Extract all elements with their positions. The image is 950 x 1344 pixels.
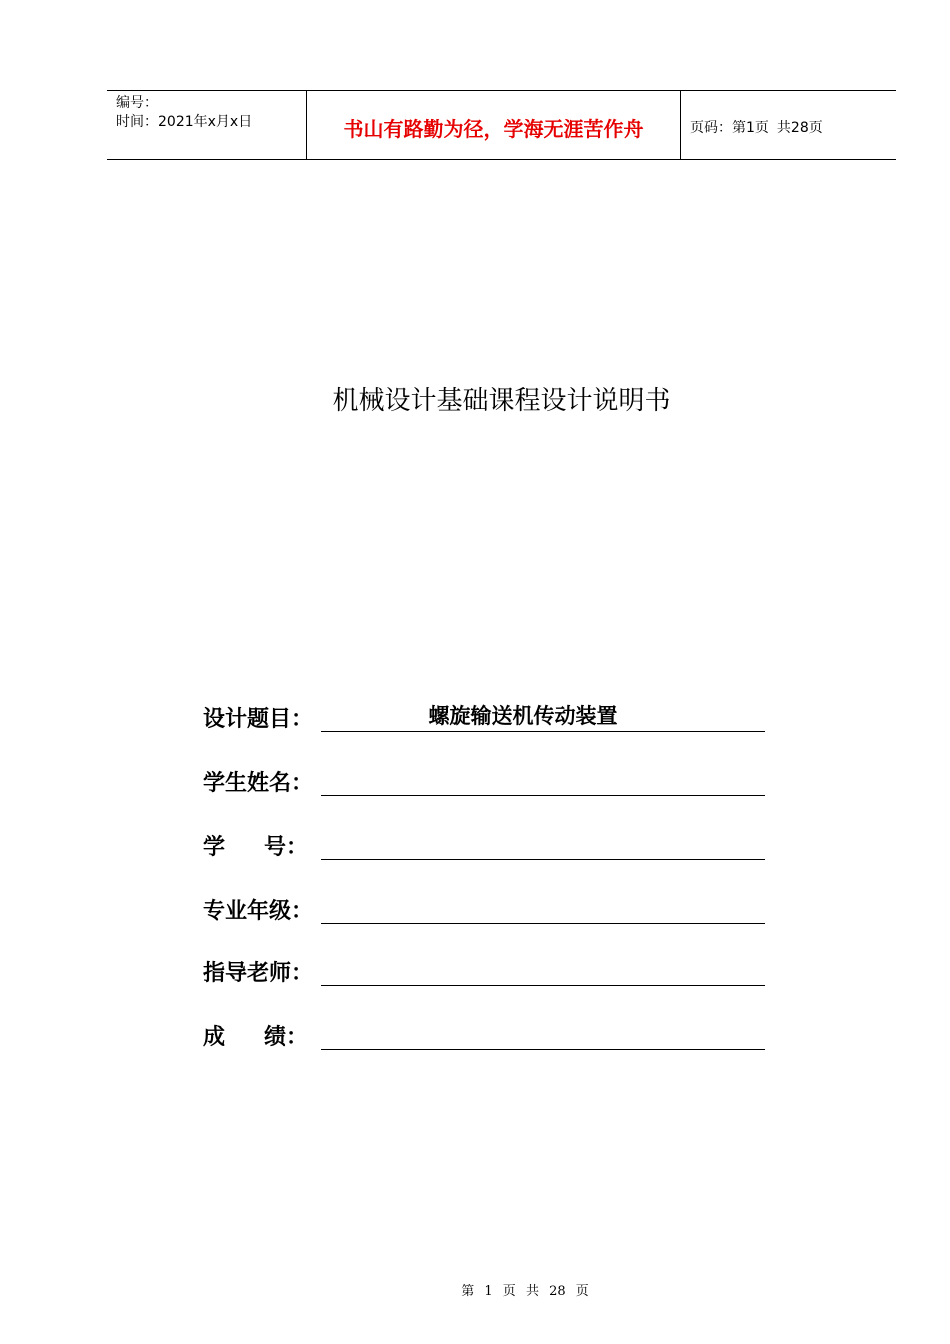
grade-label-a: 成 bbox=[203, 1024, 226, 1050]
document-header bbox=[107, 90, 896, 160]
student-id-label-a: 学 bbox=[203, 834, 226, 860]
student-name-underline bbox=[321, 795, 765, 796]
footer-total-pages: 28 bbox=[549, 1284, 566, 1299]
page-number-label: 页码：第1页 bbox=[690, 120, 769, 136]
major-label: 专业年级： bbox=[203, 898, 314, 924]
advisor-label: 指导老师： bbox=[203, 960, 314, 986]
header-page-cell bbox=[681, 91, 896, 159]
total-pages-label: 共28页 bbox=[776, 120, 823, 136]
grade-label-b: 绩： bbox=[263, 1024, 308, 1050]
footer-di: 第 bbox=[461, 1284, 475, 1299]
document-title: 机械设计基础课程设计说明书 bbox=[332, 386, 671, 416]
form-row-major bbox=[203, 892, 765, 926]
grade-underline bbox=[321, 1049, 765, 1050]
topic-label: 设计题目： bbox=[203, 706, 314, 732]
footer-gong: 共 bbox=[525, 1284, 539, 1299]
form-row-advisor bbox=[203, 954, 765, 988]
topic-underline bbox=[321, 731, 765, 732]
page-footer bbox=[0, 1280, 950, 1299]
footer-ye-2: 页 bbox=[575, 1284, 589, 1299]
date-label: 时间：2021年x月x日 bbox=[116, 114, 253, 130]
student-id-label-b: 号： bbox=[263, 834, 308, 860]
topic-value: 螺旋输送机传动装置 bbox=[428, 703, 618, 728]
form-row-student-id bbox=[203, 828, 765, 862]
advisor-underline bbox=[321, 985, 765, 986]
student-id-underline bbox=[321, 859, 765, 860]
form-row-grade bbox=[203, 1018, 765, 1052]
header-motto: 书山有路勤为径，学海无涯苦作舟 bbox=[307, 91, 681, 159]
header-meta-cell bbox=[107, 91, 307, 159]
grade-label bbox=[203, 1022, 321, 1052]
serial-number-label: 编号： bbox=[116, 95, 158, 111]
footer-ye: 页 bbox=[502, 1284, 516, 1299]
form-row-student-name bbox=[203, 764, 765, 798]
student-name-label: 学生姓名： bbox=[203, 770, 314, 796]
form-row-topic bbox=[203, 700, 765, 734]
student-id-label bbox=[203, 832, 321, 862]
major-underline bbox=[321, 923, 765, 924]
footer-page-number: 1 bbox=[484, 1284, 493, 1299]
